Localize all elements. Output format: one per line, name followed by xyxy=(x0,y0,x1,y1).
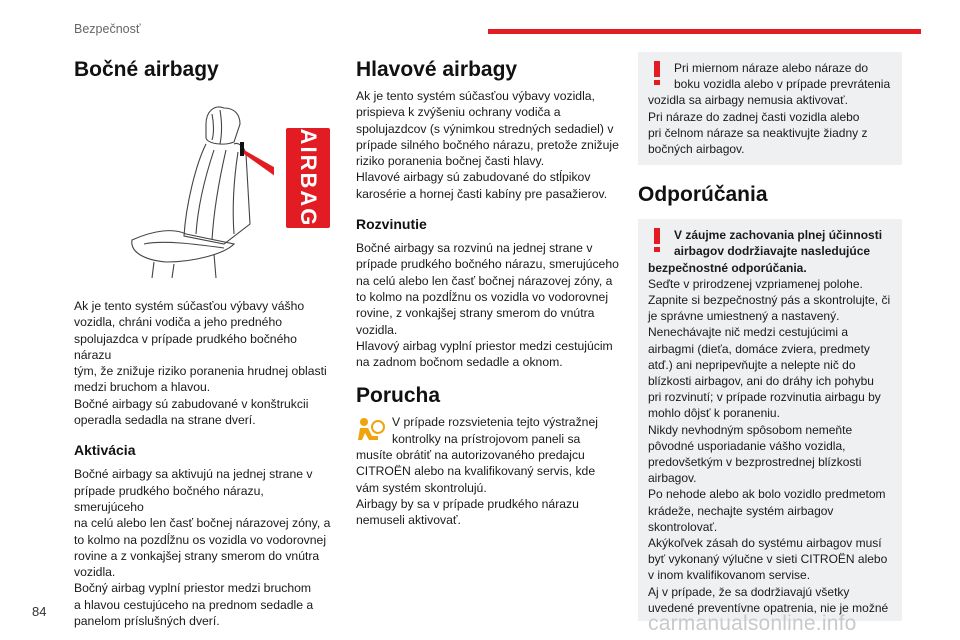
text-line: operadla sedadla na strane dverí. xyxy=(74,413,256,428)
text-line: boku vozidla alebo v prípade prevrátenia xyxy=(674,77,891,92)
activation-text xyxy=(74,466,336,629)
text-line: Bočný airbag vyplní priestor medzi bruchom xyxy=(74,581,312,596)
text-line: panelom príslušných dverí. xyxy=(74,614,220,629)
text-line: nemuseli aktivovať. xyxy=(356,513,461,528)
text-line: Hlavový airbag vyplní priestor medzi cestujúcim xyxy=(356,338,613,353)
text-line: krádeže, nechajte systém airbagov xyxy=(648,503,834,518)
text-line: Bočné airbagy sa aktivujú na jednej strane v xyxy=(74,467,313,482)
text-line: vozidla, chráni vodiča a jeho predného xyxy=(74,315,283,330)
text-line: Ak je tento systém súčasťou výbavy vozidla, xyxy=(356,89,595,103)
text-line: pri rozvinutí; v prípade rozvinutia airbagu by xyxy=(648,390,881,405)
text-line: pri čelnom náraze sa neaktivujte žiadny z xyxy=(648,125,868,140)
text-line: Pri miernom náraze alebo náraze do xyxy=(674,61,869,75)
text-line: prispieva k zvýšeniu ochrany vodiča a xyxy=(356,105,561,120)
text-line: Bočné airbagy sa rozvinú na jednej strane v xyxy=(356,241,593,256)
text-line: vám systém skontrolujú. xyxy=(356,480,487,495)
text-line: musíte obrátiť na autorizovaného predajcu xyxy=(356,448,585,463)
airbag-warning-lamp-icon xyxy=(356,416,386,444)
header-accent-bar xyxy=(488,29,921,34)
head-airbags-intro xyxy=(356,88,626,202)
text-line: blízkosti airbagov, ani do dráhy ich pohybu xyxy=(648,374,874,389)
text-line: mohlo dôjsť k poraneniu. xyxy=(648,406,780,421)
text-line: medzi bruchom a hlavou. xyxy=(74,380,211,395)
watermark: carmanualsonline.info xyxy=(648,612,857,635)
text-line: CITROËN alebo na kvalifikovaný servis, kde xyxy=(356,464,596,479)
text-line: Airbagy by sa v prípade prudkého nárazu xyxy=(356,496,579,511)
text-line: vozidla. xyxy=(356,322,398,337)
text-line: rovine a z vonkajšej strany smerom do vnútra xyxy=(74,548,320,563)
text-line: Akýkoľvek zásah do systému airbagov musí xyxy=(648,536,882,551)
text-line: Pri náraze do zadnej časti vozidla alebo xyxy=(648,109,860,124)
text-line: Zapnite si bezpečnostný pás a skontrolujte, či xyxy=(648,293,891,308)
text-line: pôvodné usporiadanie vášho vozidla, xyxy=(648,438,846,453)
side-airbags-intro xyxy=(74,298,336,428)
text-line: prípade prudkého bočného nárazu, smerujúceho xyxy=(74,483,264,514)
text-line: v inom kvalifikovanom servise. xyxy=(648,568,811,583)
text-line: a hlavou cestujúceho na prednom sedadle a xyxy=(74,597,314,612)
text-line: kontrolky na prístrojovom paneli sa xyxy=(392,431,581,446)
text-line: na celú alebo len časť bočnej nárazovej zóny, a xyxy=(356,273,613,288)
page-number: 84 xyxy=(32,604,47,619)
text-line: Nikdy nevhodným spôsobom nemeňte xyxy=(648,422,853,437)
text-line: tým, že znižuje riziko poranenia hrudnej oblasti xyxy=(74,364,327,379)
text-line: prípade silného bočného nárazu, pretože znižuje xyxy=(356,137,619,152)
text-line: spolujazdca v prípade prudkého bočného nárazu xyxy=(74,331,297,362)
seat-illustration-icon xyxy=(74,94,274,278)
exclamation-icon xyxy=(648,60,666,86)
text-line: Bočné airbagy sú zabudované v konštrukcii xyxy=(74,396,309,411)
text-line: Hlavové airbagy sú zabudované do stĺpikov xyxy=(356,170,591,185)
column-recommendations xyxy=(638,52,902,621)
seat-airbag-figure xyxy=(74,94,336,278)
deploy-text xyxy=(356,240,626,370)
text-line: vozidla sa airbagy nemusia aktivovať. xyxy=(648,93,848,108)
airbag-label-text: AIRBAG xyxy=(296,128,321,228)
recommendations-title: Odporúčania xyxy=(638,183,768,207)
text-line: atď.) ani nepripevňujte a nelepte nič do xyxy=(648,357,856,372)
fault-text xyxy=(356,414,626,528)
text-line: V záujme zachovania plnej účinnosti xyxy=(674,228,883,243)
activation-title: Aktivácia xyxy=(74,442,136,459)
text-line: na zadnom bočnom sedadle a oknom. xyxy=(356,355,563,370)
text-line: spolujazdcov (s výnimkou stredných sedadiel) v xyxy=(356,121,614,136)
warning-box-recommendations xyxy=(638,219,902,621)
text-line: prípade prudkého bočného nárazu, smerujúceho xyxy=(356,257,619,272)
text-line: predovšetkým v bezprostrednej blízkosti xyxy=(648,455,862,470)
text-line: vozidla. xyxy=(74,565,116,580)
text-line: Seďte v prirodzenej vzpriamenej polohe. xyxy=(648,276,863,291)
head-airbags-title: Hlavové airbagy xyxy=(356,58,518,81)
text-line: skontrolovať. xyxy=(648,519,718,534)
deploy-title: Rozvinutie xyxy=(356,216,427,233)
text-line: uvedené preventívne opatrenia, nie je možné xyxy=(648,600,889,615)
text-line: to kolmo na pozdĺžnu os vozidla vo vodorovnej xyxy=(74,532,327,547)
section-label: Bezpečnosť xyxy=(74,22,141,36)
text-line: Ak je tento systém súčasťou výbavy vášho xyxy=(74,299,305,313)
fault-title: Porucha xyxy=(356,384,441,408)
text-line: Po nehode alebo ak bolo vozidlo predmetom xyxy=(648,487,886,502)
column-side-airbags xyxy=(74,56,336,629)
text-line: Nenechávajte nič medzi cestujúcimi a xyxy=(648,325,849,340)
text-line: V prípade rozsvietenia tejto výstražnej xyxy=(392,415,598,430)
text-line: je správne umiestnený a nastavený. xyxy=(648,309,840,324)
text-line: airbagov. xyxy=(648,471,697,486)
text-line: bočných airbagov. xyxy=(648,142,745,157)
text-line: Aj v prípade, že sa dodržiavajú všetky xyxy=(648,584,850,599)
exclamation-icon xyxy=(648,227,666,253)
text-line: bezpečnostné odporúčania. xyxy=(648,260,807,275)
text-line: riziko poranenia bočnej časti hlavy. xyxy=(356,154,545,169)
column-head-airbags xyxy=(356,56,626,529)
text-line: byť vykonaný výlučne v sieti CITROËN alebo xyxy=(648,552,888,567)
text-line: na celú alebo len časť bočnej nárazovej zóny, a xyxy=(74,516,331,531)
text-line: karosérie a hornej časti kabíny pre pasažierov. xyxy=(356,186,608,201)
text-line: airbagov dodržiavajte nasledujúce xyxy=(674,244,871,259)
warning-box-activation xyxy=(638,52,902,165)
side-airbags-title: Bočné airbagy xyxy=(74,58,219,81)
text-line: airbagmi (dieťa, domáce zviera, predmety xyxy=(648,341,870,356)
text-line: to kolmo na pozdĺžnu os vozidla vo vodorovnej xyxy=(356,289,609,304)
text-line: rovine, z vonkajšej strany smerom do vnútra xyxy=(356,306,595,321)
